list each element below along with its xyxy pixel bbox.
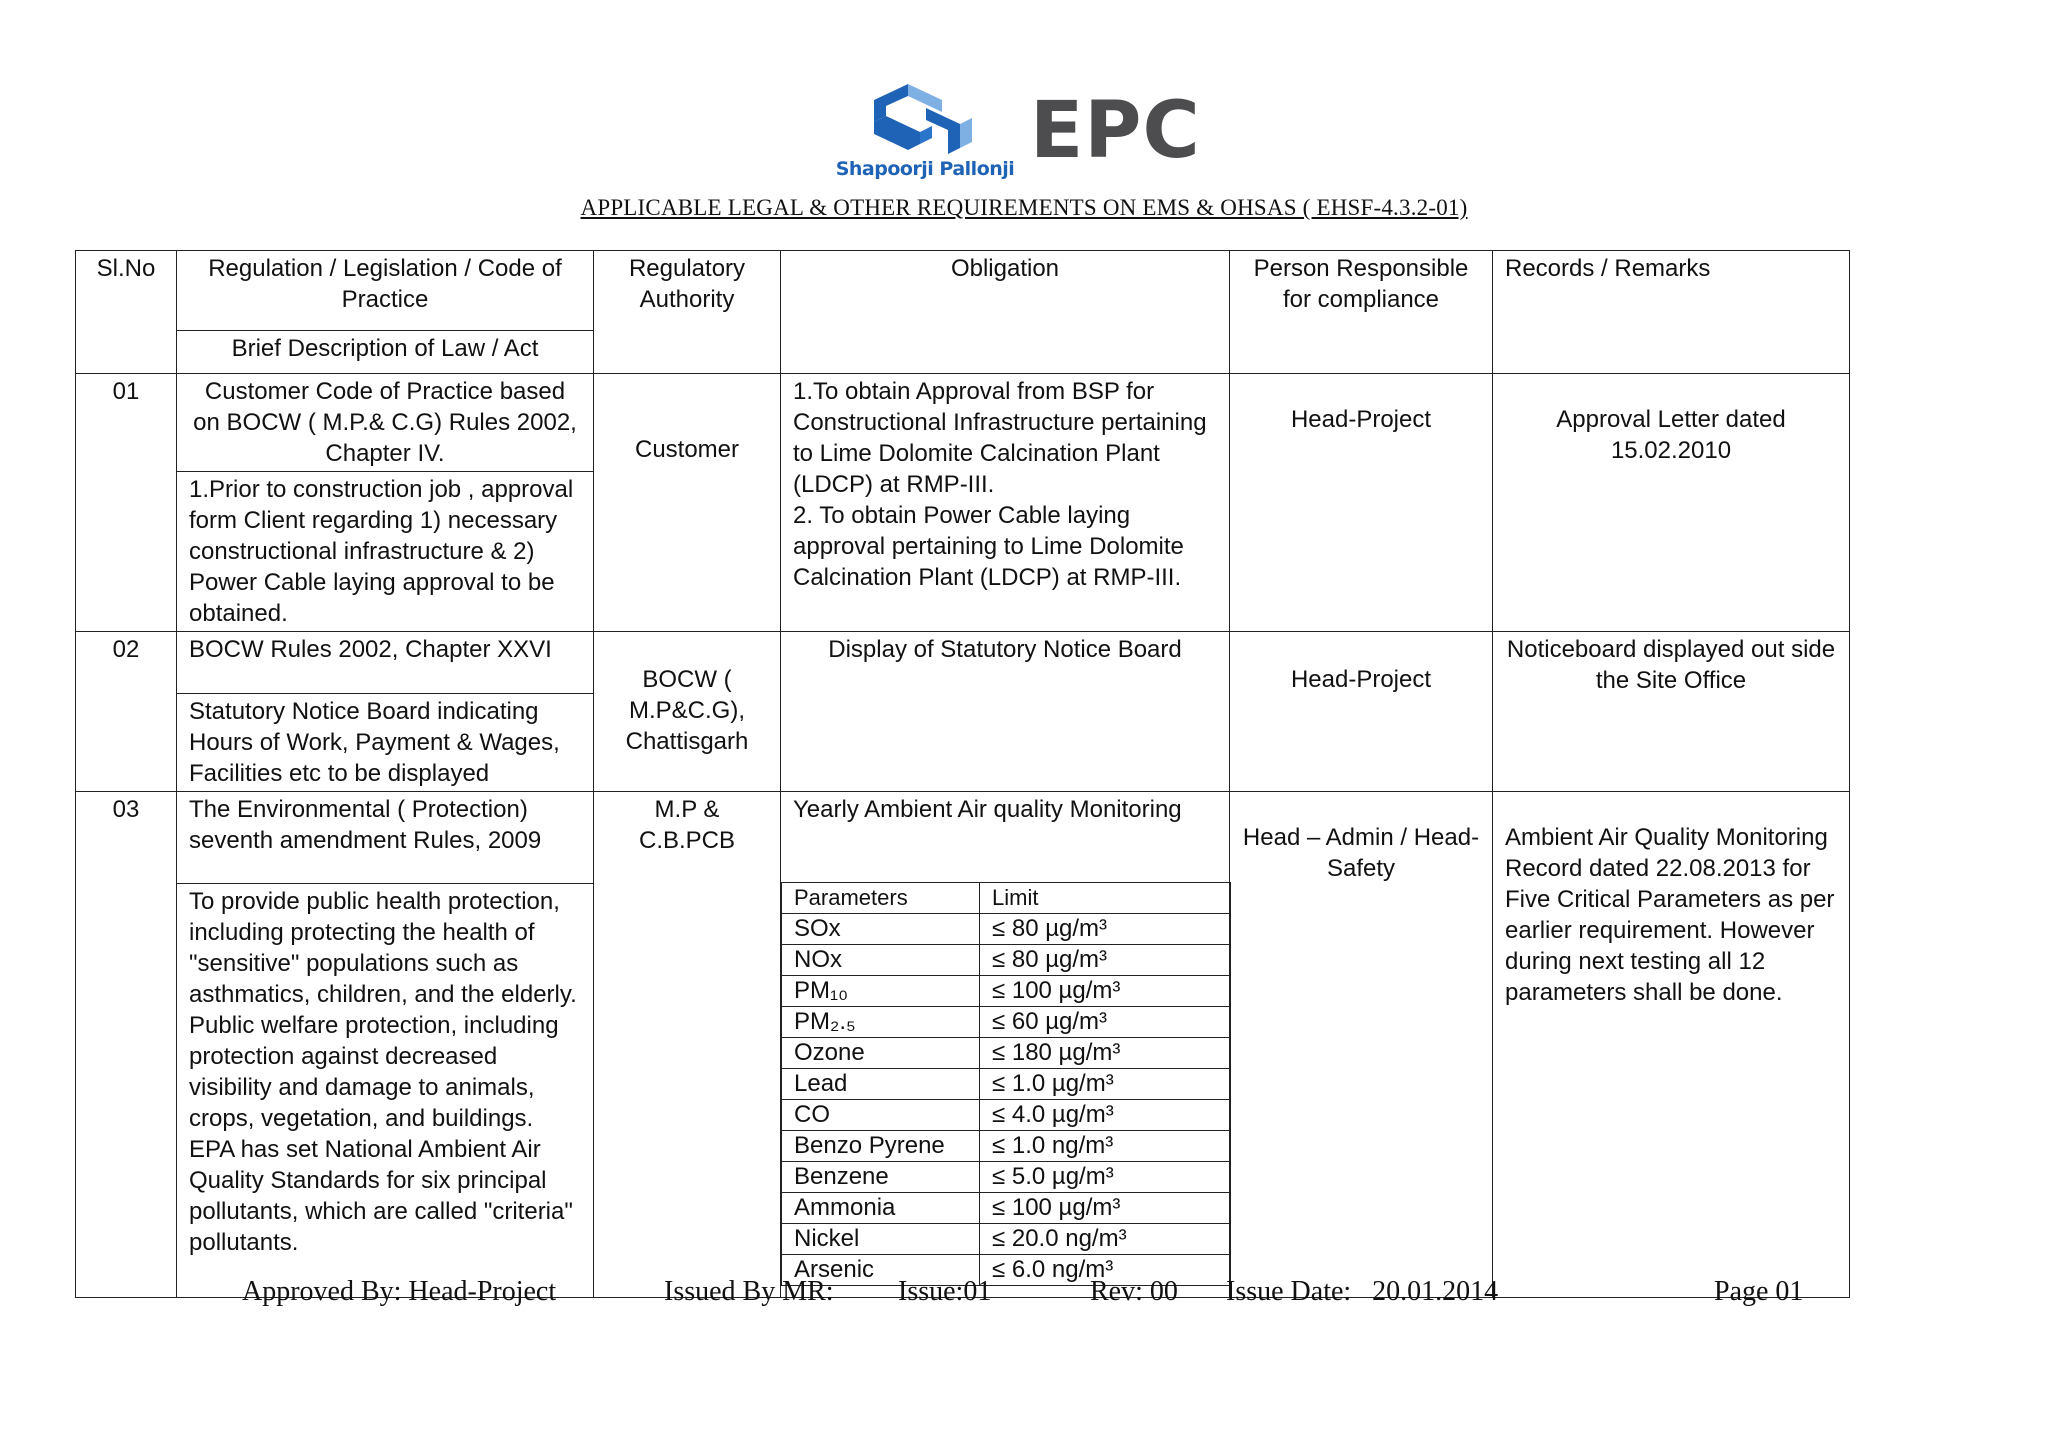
- row-person: Head-Project: [1230, 632, 1493, 792]
- header-brief: Brief Description of Law / Act: [177, 331, 594, 374]
- parameter-limit: ≤ 1.0 µg/m³: [980, 1069, 1231, 1100]
- row-regulation: BOCW Rules 2002, Chapter XXVI: [177, 632, 594, 694]
- row-brief: Statutory Notice Board indicating Hours of Work, Payment & Wages, Facilities etc to be displayed: [177, 694, 594, 792]
- parameter-limit: ≤ 80 µg/m³: [980, 945, 1231, 976]
- row-records: Ambient Air Quality Monitoring Record dated 22.08.2013 for Five Critical Parameters as per earlier requirement. However during next testing all 12 parameters shall be done.: [1493, 792, 1850, 1298]
- limits-header-parameters: Parameters: [782, 883, 980, 914]
- parameter-name: Lead: [782, 1069, 980, 1100]
- parameter-name: PM₂.₅: [782, 1007, 980, 1038]
- table-row: [76, 374, 1850, 472]
- obligation-item: 1.To obtain Approval from BSP for Constructional Infrastructure pertaining to Lime Dolomite Calcination Plant (LDCP) at RMP-III.: [793, 378, 1207, 498]
- header-records: Records / Remarks: [1493, 251, 1850, 374]
- row-person: Head – Admin / Head-Safety: [1230, 792, 1493, 1298]
- header-authority: Regulatory Authority: [594, 251, 781, 374]
- limits-row: [782, 1100, 1231, 1131]
- row-sl-no: 02: [76, 632, 177, 792]
- parameter-name: CO: [782, 1100, 980, 1131]
- limits-header-row: [782, 883, 1231, 914]
- row-authority: BOCW ( M.P&C.G), Chattisgarh: [594, 632, 781, 792]
- parameter-name: Ozone: [782, 1038, 980, 1069]
- limits-row: [782, 945, 1231, 976]
- header-regulation: Regulation / Legislation / Code of Practice: [177, 251, 594, 331]
- air-quality-limits-table: [781, 882, 1231, 1286]
- parameter-name: Benzo Pyrene: [782, 1131, 980, 1162]
- obligation-text: Yearly Ambient Air quality Monitoring: [793, 796, 1182, 823]
- footer-page: Page 01: [1714, 1276, 1804, 1307]
- limits-row: [782, 914, 1231, 945]
- table-row: [76, 632, 1850, 694]
- row-person: Head-Project: [1230, 374, 1493, 632]
- parameter-limit: ≤ 1.0 ng/m³: [980, 1131, 1231, 1162]
- parameter-name: Benzene: [782, 1162, 980, 1193]
- parameter-name: SOx: [782, 914, 980, 945]
- company-logo: [830, 78, 1230, 178]
- header-person: Person Responsible for compliance: [1230, 251, 1493, 374]
- limits-row: [782, 1007, 1231, 1038]
- limits-row: [782, 976, 1231, 1007]
- row-records: Approval Letter dated 15.02.2010: [1493, 374, 1850, 632]
- limits-row: [782, 1069, 1231, 1100]
- row-authority: Customer: [594, 374, 781, 632]
- row-sl-no: 01: [76, 374, 177, 632]
- parameter-name: PM₁₀: [782, 976, 980, 1007]
- logo-epc-text: EPC: [1030, 86, 1201, 176]
- logo-brand-text: Shapoorji Pallonji: [835, 158, 1015, 180]
- header-sl-no: Sl.No: [76, 251, 177, 374]
- footer-issue: Issue:01: [898, 1276, 992, 1307]
- footer-rev: Rev: 00: [1090, 1276, 1178, 1307]
- footer-approved-by: Approved By: Head-Project: [242, 1276, 557, 1307]
- parameter-name: Nickel: [782, 1224, 980, 1255]
- row-records: Noticeboard displayed out side the Site Office: [1493, 632, 1850, 792]
- row-regulation: The Environmental ( Protection) seventh amendment Rules, 2009: [177, 792, 594, 884]
- table-row: [76, 792, 1850, 884]
- parameter-limit: ≤ 180 µg/m³: [980, 1038, 1231, 1069]
- parameter-limit: ≤ 100 µg/m³: [980, 976, 1231, 1007]
- row-regulation: Customer Code of Practice based on BOCW ( M.P.& C.G) Rules 2002, Chapter IV.: [177, 374, 594, 472]
- document-footer: [0, 1276, 2048, 1316]
- parameter-limit: ≤ 100 µg/m³: [980, 1193, 1231, 1224]
- row-sl-no: 03: [76, 792, 177, 1298]
- parameter-limit: ≤ 20.0 ng/m³: [980, 1224, 1231, 1255]
- parameter-limit: ≤ 60 µg/m³: [980, 1007, 1231, 1038]
- limits-row: [782, 1038, 1231, 1069]
- parameter-limit: ≤ 6.0 ng/m³: [980, 1255, 1231, 1286]
- limits-row: [782, 1193, 1231, 1224]
- header-obligation: Obligation: [781, 251, 1230, 374]
- table-header-row: [76, 251, 1850, 331]
- sp-logo-icon: [830, 78, 1020, 158]
- parameter-name: NOx: [782, 945, 980, 976]
- obligation-item: 2. To obtain Power Cable laying approval pertaining to Lime Dolomite Calcination Plant (LDCP) at RMP-III.: [793, 502, 1184, 591]
- limits-row: [782, 1224, 1231, 1255]
- row-brief: To provide public health protection, including protecting the health of "sensitive" populations such as asthmatics, children, and the elderly. Public welfare protection, including protection against decreased visibility and damage to animals, crops, vegetation, and buildings. EPA has set National Ambient Air Quality Standards for six principal pollutants, which are called "criteria" pollutants.: [177, 884, 594, 1298]
- limits-header-limit: Limit: [980, 883, 1231, 914]
- parameter-name: Ammonia: [782, 1193, 980, 1224]
- limits-row: [782, 1162, 1231, 1193]
- legal-requirements-table: [75, 250, 1850, 1298]
- row-authority: M.P & C.B.PCB: [594, 792, 781, 1298]
- row-obligation: [781, 792, 1230, 1298]
- row-obligation: Display of Statutory Notice Board: [781, 632, 1230, 792]
- row-obligation: [781, 374, 1230, 632]
- parameter-limit: ≤ 5.0 µg/m³: [980, 1162, 1231, 1193]
- row-brief: 1.Prior to construction job , approval form Client regarding 1) necessary constructional infrastructure & 2) Power Cable laying approval to be obtained.: [177, 472, 594, 632]
- footer-issued-by: Issued By MR:: [664, 1276, 834, 1307]
- document-title: APPLICABLE LEGAL & OTHER REQUIREMENTS ON EMS & OHSAS ( EHSF-4.3.2-01): [580, 195, 1468, 220]
- limits-row: [782, 1131, 1231, 1162]
- parameter-limit: ≤ 80 µg/m³: [980, 914, 1231, 945]
- parameter-limit: ≤ 4.0 µg/m³: [980, 1100, 1231, 1131]
- footer-issue-date: Issue Date: 20.01.2014: [1226, 1276, 1499, 1307]
- parameter-name: Arsenic: [782, 1255, 980, 1286]
